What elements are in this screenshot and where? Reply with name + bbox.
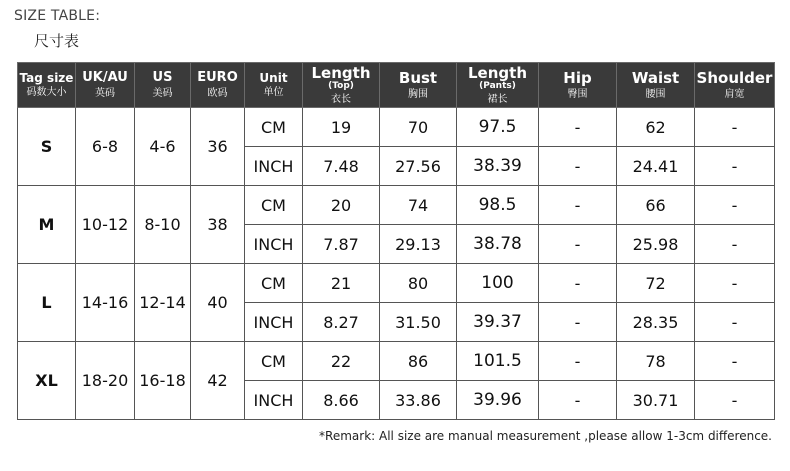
uk-au-cell: 14-16 (76, 264, 135, 342)
shoulder-cell: - (695, 225, 775, 264)
header-row (18, 63, 775, 108)
waist-cell: 78 (617, 342, 695, 381)
length-top-cell: 8.27 (303, 303, 380, 342)
length-top-cell: 22 (303, 342, 380, 381)
bust-cell: 86 (380, 342, 457, 381)
hip-cell: - (539, 108, 617, 147)
header-euro (191, 63, 245, 108)
length-pants-cell: 100 (457, 264, 539, 303)
length-top-cell: 8.66 (303, 381, 380, 420)
remark-note: *Remark: All size are manual measurement ,please allow 1-3cm difference. (319, 429, 772, 443)
header-bust (380, 63, 457, 108)
header-length-top (303, 63, 380, 108)
waist-cell: 66 (617, 186, 695, 225)
unit-cell: CM (245, 342, 303, 381)
header-label-zh: 英码 (95, 87, 115, 99)
hip-cell: - (539, 381, 617, 420)
length-top-cell: 21 (303, 264, 380, 303)
length-pants-cell: 39.96 (457, 381, 539, 420)
unit-cell: CM (245, 108, 303, 147)
bust-cell: 74 (380, 186, 457, 225)
header-tag-size (18, 63, 76, 108)
unit-cell: INCH (245, 303, 303, 342)
length-pants-cell: 98.5 (457, 186, 539, 225)
header-label-zh: 臀围 (567, 88, 588, 100)
unit-cell: INCH (245, 147, 303, 186)
header-label-zh: 美码 (152, 87, 173, 99)
tag-size-cell: L (18, 264, 76, 342)
shoulder-cell: - (695, 342, 775, 381)
uk-au-cell: 6-8 (76, 108, 135, 186)
us-cell: 12-14 (135, 264, 191, 342)
shoulder-cell: - (695, 303, 775, 342)
length-pants-cell: 38.78 (457, 225, 539, 264)
us-cell: 4-6 (135, 108, 191, 186)
table-row (18, 108, 775, 147)
unit-cell: INCH (245, 381, 303, 420)
tag-size-cell: XL (18, 342, 76, 420)
header-label: US (152, 70, 173, 86)
waist-cell: 24.41 (617, 147, 695, 186)
euro-cell: 42 (191, 342, 245, 420)
header-sublabel: (Top) (328, 80, 354, 91)
unit-cell: CM (245, 186, 303, 225)
us-cell: 8-10 (135, 186, 191, 264)
header-uk-au (76, 63, 135, 108)
header-label-zh: 单位 (263, 87, 284, 99)
header-label-zh: 胸围 (408, 88, 428, 100)
header-label: Shoulder (696, 69, 773, 88)
header-label: Unit (259, 70, 288, 85)
header-label-zh: 欧码 (207, 87, 228, 99)
header-label: Bust (398, 69, 438, 88)
header-label: Length (468, 64, 527, 83)
header-label: Waist (631, 69, 680, 88)
table-row (18, 264, 775, 303)
header-hip (539, 63, 617, 108)
bust-cell: 27.56 (380, 147, 457, 186)
length-pants-cell: 97.5 (457, 108, 539, 147)
unit-cell: INCH (245, 225, 303, 264)
bust-cell: 70 (380, 108, 457, 147)
hip-cell: - (539, 225, 617, 264)
size-table-title: SIZE TABLE: (14, 8, 101, 24)
bust-cell: 31.50 (380, 303, 457, 342)
bust-cell: 80 (380, 264, 457, 303)
header-unit (245, 63, 303, 108)
hip-cell: - (539, 303, 617, 342)
header-label-zh: 裙长 (487, 93, 508, 105)
length-top-cell: 19 (303, 108, 380, 147)
header-label-zh: 肩宽 (724, 88, 745, 100)
table-row (18, 186, 775, 225)
hip-cell: - (539, 186, 617, 225)
length-pants-cell: 39.37 (457, 303, 539, 342)
hip-cell: - (539, 147, 617, 186)
bust-cell: 29.13 (380, 225, 457, 264)
header-label-zh: 腰围 (645, 88, 666, 100)
length-top-cell: 7.48 (303, 147, 380, 186)
euro-cell: 38 (191, 186, 245, 264)
header-label: EURO (197, 70, 238, 86)
shoulder-cell: - (695, 108, 775, 147)
hip-cell: - (539, 264, 617, 303)
length-pants-cell: 101.5 (457, 342, 539, 381)
header-waist (617, 63, 695, 108)
waist-cell: 72 (617, 264, 695, 303)
hip-cell: - (539, 342, 617, 381)
waist-cell: 30.71 (617, 381, 695, 420)
header-label: Tag size (19, 70, 74, 85)
shoulder-cell: - (695, 186, 775, 225)
size-table (17, 62, 775, 420)
header-shoulder (695, 63, 775, 108)
euro-cell: 36 (191, 108, 245, 186)
waist-cell: 28.35 (617, 303, 695, 342)
euro-cell: 40 (191, 264, 245, 342)
header-sublabel: (Pants) (479, 80, 516, 91)
header-label-zh: 码数大小 (26, 87, 67, 99)
length-top-cell: 7.87 (303, 225, 380, 264)
header-length-pants (457, 63, 539, 108)
length-pants-cell: 38.39 (457, 147, 539, 186)
header-label: Length (311, 64, 371, 83)
header-label-zh: 衣长 (331, 93, 351, 105)
waist-cell: 62 (617, 108, 695, 147)
shoulder-cell: - (695, 381, 775, 420)
tag-size-cell: S (18, 108, 76, 186)
header-us (135, 63, 191, 108)
unit-cell: CM (245, 264, 303, 303)
bust-cell: 33.86 (380, 381, 457, 420)
header-label: Hip (563, 69, 592, 88)
table-row (18, 342, 775, 381)
waist-cell: 25.98 (617, 225, 695, 264)
tag-size-cell: M (18, 186, 76, 264)
uk-au-cell: 10-12 (76, 186, 135, 264)
uk-au-cell: 18-20 (76, 342, 135, 420)
shoulder-cell: - (695, 264, 775, 303)
shoulder-cell: - (695, 147, 775, 186)
us-cell: 16-18 (135, 342, 191, 420)
length-top-cell: 20 (303, 186, 380, 225)
header-label: UK/AU (82, 70, 128, 86)
size-table-subtitle: 尺寸表 (34, 32, 80, 50)
